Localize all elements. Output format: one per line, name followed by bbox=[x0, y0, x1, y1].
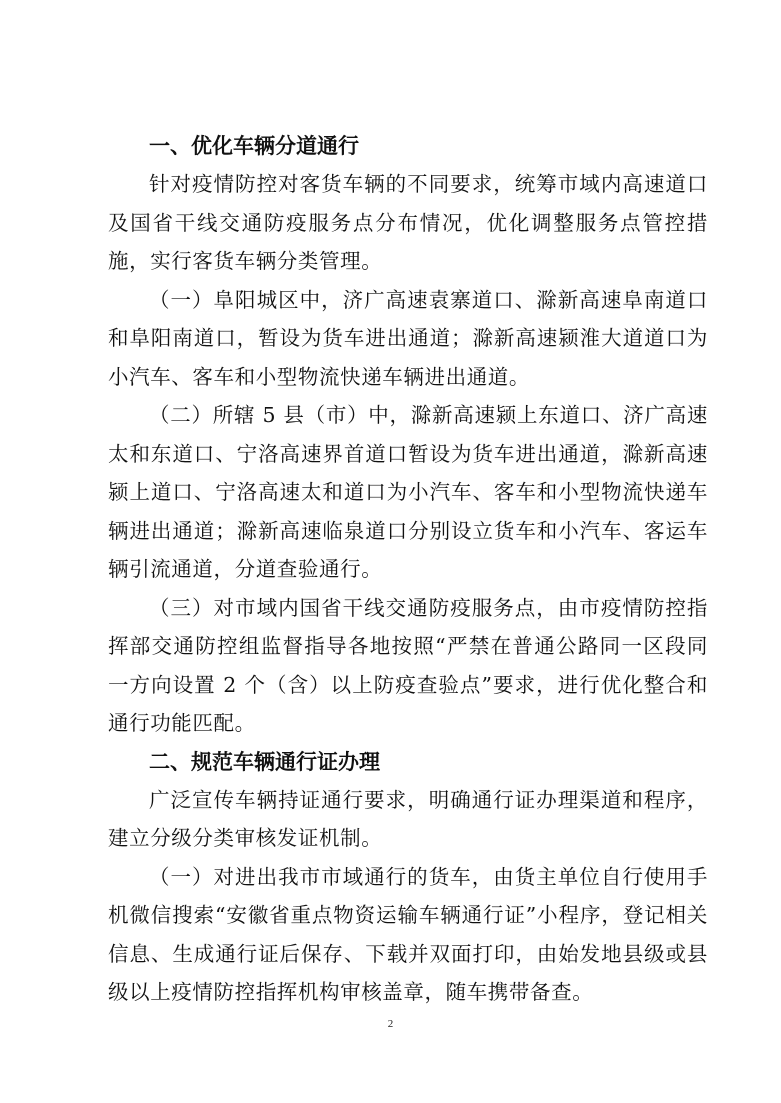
section-heading-2: 二、规范车辆通行证办理 bbox=[149, 749, 380, 774]
paragraph-intro-1: 针对疫情防控对客货车辆的不同要求，统筹市域内高速道口及国省干线交通防疫服务点分布情况，优化调整服务点管控措施，实行客货车辆分类管理。 bbox=[108, 172, 708, 273]
paragraph-intro-2: 广泛宣传车辆持证通行要求，明确通行证办理渠道和程序，建立分级分类审核发证机制。 bbox=[108, 787, 708, 850]
document-body bbox=[108, 127, 708, 1012]
paragraph-item-2-1: （一）对进出我市市域通行的货车，由货主单位自行使用手机微信搜索“安徽省重点物资运输车辆通行证”小程序，登记相关信息、生成通行证后保存、下载并双面打印，由始发地县级或县级以上疫情防控指挥机构审核盖章，随车携带备查。 bbox=[108, 864, 708, 1004]
page-number: 2 bbox=[387, 1018, 394, 1030]
section-heading-1: 一、优化车辆分道通行 bbox=[149, 134, 359, 158]
paragraph-item-1-2: （二）所辖 5 县（市）中，滁新高速颍上东道口、济广高速太和东道口、宁洛高速界首道口暂设为货车进出通道，滁新高速颍上道口、宁洛高速太和道口为小汽车、客车和小型物流快递车辆进出通道；滁新高速临泉道口分别设立货车和小汽车、客运车辆引流通道，分道查验通行。 bbox=[108, 403, 708, 581]
paragraph-item-1-1: （一）阜阳城区中，济广高速袁寨道口、滁新高速阜南道口和阜阳南道口，暂设为货车进出通道；滁新高速颍淮大道道口为小汽车、客车和小型物流快递车辆进出通道。 bbox=[108, 287, 708, 389]
paragraph-item-1-3: （三）对市域内国省干线交通防疫服务点，由市疫情防控指挥部交通防控组监督指导各地按照“严禁在普通公路同一区段同一方向设置 2 个（含）以上防疫查验点”要求，进行优化整合和通行功能匹配。 bbox=[108, 595, 708, 735]
